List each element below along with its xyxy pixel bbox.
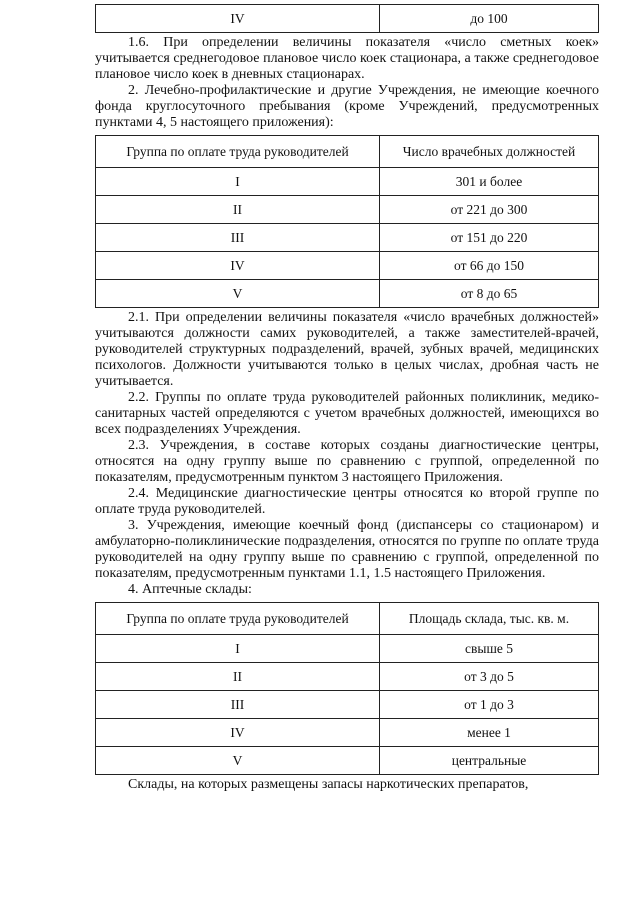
table-cell-group: III [96,691,380,719]
table-row [96,280,599,308]
table-header-value: Число врачебных должностей [380,136,599,168]
table-cell-group: V [96,747,380,775]
table-row [96,663,599,691]
table-cell-value: от 221 до 300 [380,196,599,224]
paragraph-2-2: 2.2. Группы по оплате труда руководителей районных поликлиник, медико-санитарных частей определяются с учетом врачебных должностей, имеющихся во всех подразделениях Учреждения. [95,390,599,437]
table-row [96,719,599,747]
table-cell-group: IV [96,252,380,280]
paragraph-block-c [95,777,599,793]
table-cell-group: IV [96,5,380,33]
paragraph-block-b [95,310,599,598]
table-cell-value: свыше 5 [380,635,599,663]
table-cell-group: I [96,168,380,196]
table-row [96,196,599,224]
table-doctor-positions [95,135,599,308]
table-cell-value: менее 1 [380,719,599,747]
table-cell-group: I [96,635,380,663]
paragraph-2-3: 2.3. Учреждения, в составе которых созданы диагностические центры, относятся на одну группу выше по сравнению с группой, определенной по показателям, предусмотренным пунктом 3 настоящего Приложения. [95,438,599,485]
table-row [96,168,599,196]
table-warehouse-area [95,602,599,775]
table-cell-value: от 3 до 5 [380,663,599,691]
paragraph-3: 3. Учреждения, имеющие коечный фонд (диспансеры со стационаром) и амбулаторно-поликлинические подразделения, относятся по группе по оплате труда руководителей на одну группу выше по сравнению с группой, определенной по показателям, предусмотренным пунктами 1.1, 1.5 настоящего Приложения. [95,518,599,581]
paragraph-4: 4. Аптечные склады: [128,582,252,597]
table-cell-value: от 1 до 3 [380,691,599,719]
paragraph-2-4: 2.4. Медицинские диагностические центры относятся ко второй группе по оплате труда руководителей. [95,486,599,517]
table-cell-group: V [96,280,380,308]
table-header-row [96,603,599,635]
table-row [96,747,599,775]
paragraph-warehouses: Склады, на которых размещены запасы наркотических препаратов, [128,777,529,792]
table-row [96,5,599,33]
table-header-row [96,136,599,168]
table-group-partial [95,4,599,33]
paragraph-1-6: 1.6. При определении величины показателя «число сметных коек» учитывается среднегодовое плановое число коек стационара, а также среднегодовое плановое число коек в дневных стационарах. [95,35,599,82]
table-cell-value: до 100 [380,5,599,33]
table-row [96,224,599,252]
table-header-group: Группа по оплате труда руководителей [96,136,380,168]
table-row [96,691,599,719]
paragraph-2-1: 2.1. При определении величины показателя «число врачебных должностей» учитываются должности самих руководителей, а также заместителей-врачей, руководителей структурных подразделений, врачей, зубных врачей, медицинских психологов. Должности учитываются только в целых числах, дробная часть не учитывается. [95,310,599,389]
table-cell-value: центральные [380,747,599,775]
table-cell-value: 301 и более [380,168,599,196]
table-header-group: Группа по оплате труда руководителей [96,603,380,635]
table-cell-group: II [96,196,380,224]
table-cell-value: от 66 до 150 [380,252,599,280]
document-page [95,0,599,793]
table-cell-value: от 8 до 65 [380,280,599,308]
table-header-value: Площадь склада, тыс. кв. м. [380,603,599,635]
table-cell-group: II [96,663,380,691]
table-cell-group: IV [96,719,380,747]
table-cell-group: III [96,224,380,252]
table-row [96,635,599,663]
table-row [96,252,599,280]
paragraph-2: 2. Лечебно-профилактические и другие Учреждения, не имеющие коечного фонда круглосуточного пребывания (кроме Учреждений, предусмотренных пунктами 4, 5 настоящего приложения): [95,83,599,130]
paragraph-block-a [95,35,599,131]
table-cell-value: от 151 до 220 [380,224,599,252]
